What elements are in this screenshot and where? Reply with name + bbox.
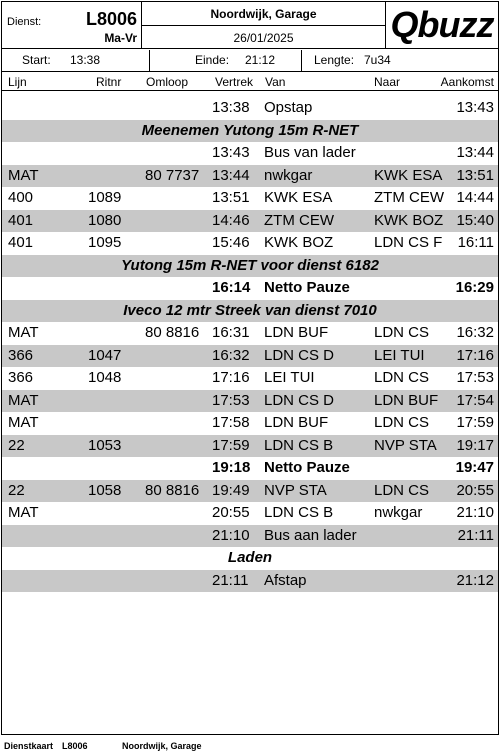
cell-vertrek: 21:11 [212, 571, 249, 589]
start-value: 13:38 [70, 53, 101, 67]
col-vertrek: Vertrek [215, 75, 254, 89]
cell-vertrek: 16:32 [212, 346, 250, 364]
table-row [2, 367, 498, 390]
cell-lijn: 401 [8, 211, 34, 229]
table-row [2, 525, 498, 548]
cell-naar: LDN CS [374, 324, 430, 341]
start-label: Start: [22, 53, 51, 67]
logo-block [386, 2, 498, 48]
cell-vertrek: 17:59 [212, 436, 250, 454]
dienst-number: L8006 [85, 9, 137, 29]
cell-van: LDN CS D [264, 391, 335, 409]
cell-vertrek: 13:38 [212, 99, 250, 116]
dienst-days: Ma-Vr [104, 31, 137, 45]
end-cell [150, 50, 302, 71]
table-row [2, 345, 498, 368]
dienst-block [2, 2, 142, 48]
cell-aankomst: 15:40 [456, 211, 494, 229]
table-row [2, 435, 498, 458]
section-title: Meenemen Yutong 15m R-NET [141, 121, 359, 139]
footer-title: Dienstkaart [4, 741, 54, 751]
cell-van: KWK ESA [264, 189, 333, 206]
cell-van: LEI TUI [264, 369, 315, 386]
cell-van: Netto Pauze [264, 459, 350, 476]
cell-aankomst: 20:55 [456, 481, 494, 499]
cell-lijn: MAT [8, 414, 39, 431]
cell-van: Netto Pauze [264, 279, 350, 296]
cell-aankomst: 16:11 [457, 234, 494, 251]
cell-van: Opstap [264, 99, 313, 116]
cell-van: LDN CS B [264, 436, 334, 454]
footer-location: Noordwijk, Garage [122, 741, 202, 751]
cell-vertrek: 13:51 [212, 189, 250, 206]
date: 26/01/2025 [233, 31, 294, 45]
cell-naar: KWK BOZ [374, 211, 444, 229]
cell-lijn: MAT [8, 166, 39, 184]
cell-aankomst: 21:11 [457, 526, 494, 544]
cell-van: KWK BOZ [264, 234, 334, 251]
cell-ritnr: 1053 [88, 436, 122, 454]
cell-omloop: 80 8816 [145, 481, 200, 499]
cell-lijn: 366 [8, 369, 34, 386]
cell-ritnr: 1058 [88, 481, 122, 499]
column-headers [2, 73, 498, 91]
cell-van: nwkgar [264, 166, 313, 184]
cell-naar: LEI TUI [374, 346, 425, 364]
table-row [2, 277, 498, 300]
length-label: Lengte: [314, 53, 355, 67]
table-row [2, 210, 498, 233]
col-naar: Naar [374, 75, 401, 89]
col-ritnr: Ritnr [96, 75, 122, 89]
section-title: Iveco 12 mtr Streek van dienst 7010 [123, 301, 377, 319]
cell-aankomst: 21:12 [456, 571, 494, 589]
cell-aankomst: 13:51 [456, 166, 494, 184]
cell-aankomst: 19:47 [455, 459, 494, 476]
cell-van: Bus van lader [264, 144, 356, 161]
cell-naar: LDN BUF [374, 391, 439, 409]
cell-vertrek: 13:44 [212, 166, 250, 184]
start-cell [2, 50, 150, 71]
table-row [2, 502, 498, 525]
col-omloop: Omloop [146, 75, 189, 89]
table-row [2, 142, 498, 165]
section-title: Yutong 15m R-NET voor dienst 6182 [121, 256, 379, 274]
cell-vertrek: 21:10 [212, 526, 250, 544]
section-header [2, 120, 498, 143]
cell-naar: ZTM CEW [374, 189, 444, 206]
cell-vertrek: 17:53 [212, 391, 250, 409]
cell-lijn: 366 [8, 346, 34, 364]
section-header [2, 547, 498, 570]
cell-ritnr: 1095 [88, 234, 122, 251]
cell-van: NVP STA [264, 481, 327, 499]
cell-van: LDN BUF [264, 414, 329, 431]
cell-van: LDN BUF [264, 324, 329, 341]
duty-card [1, 1, 499, 735]
length-cell [302, 50, 498, 71]
table-row [2, 187, 498, 210]
end-value: 21:12 [245, 53, 276, 67]
cell-aankomst: 19:17 [456, 436, 494, 454]
cell-vertrek: 14:46 [212, 211, 250, 229]
cell-lijn: MAT [8, 324, 39, 341]
table-row [2, 570, 498, 593]
table-row [2, 390, 498, 413]
cell-van: Afstap [264, 571, 307, 589]
table-row [2, 232, 498, 255]
table-row [2, 457, 498, 480]
section-title: Laden [227, 549, 273, 566]
table-row [2, 165, 498, 188]
cell-naar: LDN CS [374, 369, 430, 386]
cell-aankomst: 13:43 [456, 99, 494, 116]
cell-naar: LDN CS [374, 481, 430, 499]
cell-vertrek: 20:55 [212, 504, 250, 521]
table-row [2, 97, 498, 120]
cell-vertrek: 17:58 [212, 414, 250, 431]
cell-van: LDN CS D [264, 346, 335, 364]
cell-lijn: 22 [8, 481, 25, 499]
cell-vertrek: 19:49 [212, 481, 250, 499]
cell-naar: KWK ESA [374, 166, 443, 184]
cell-aankomst: 16:32 [456, 324, 494, 341]
col-aankomst: Aankomst [440, 75, 494, 89]
cell-van: Bus aan lader [264, 526, 357, 544]
card-header [2, 2, 498, 49]
col-van: Van [265, 75, 286, 89]
qbuzz-logo: Qbuzz [390, 4, 494, 45]
cell-lijn: MAT [8, 391, 39, 409]
cell-vertrek: 16:14 [212, 279, 251, 296]
cell-omloop: 80 8816 [145, 324, 200, 341]
cell-vertrek: 13:43 [212, 144, 250, 161]
cell-aankomst: 16:29 [455, 279, 494, 296]
cell-van: LDN CS B [264, 504, 334, 521]
cell-aankomst: 13:44 [456, 144, 494, 161]
cell-lijn: 400 [8, 189, 34, 206]
footer-dienst: L8006 [62, 741, 88, 751]
cell-omloop: 80 7737 [145, 166, 200, 184]
location-date-block [142, 2, 386, 48]
end-label: Einde: [195, 53, 230, 67]
cell-ritnr: 1080 [88, 211, 122, 229]
section-header [2, 300, 498, 323]
divider [142, 25, 385, 26]
cell-naar: LDN CS [374, 414, 430, 431]
cell-aankomst: 17:53 [456, 369, 494, 386]
trip-table [2, 97, 498, 592]
times-bar [2, 50, 498, 72]
cell-lijn: 401 [8, 234, 34, 251]
cell-van: ZTM CEW [264, 211, 334, 229]
location: Noordwijk, Garage [210, 7, 317, 21]
cell-naar: LDN CS F [374, 234, 443, 251]
cell-ritnr: 1047 [88, 346, 122, 364]
cell-vertrek: 16:31 [212, 324, 250, 341]
cell-ritnr: 1048 [88, 369, 122, 386]
cell-vertrek: 19:18 [212, 459, 251, 476]
cell-lijn: MAT [8, 504, 39, 521]
cell-ritnr: 1089 [88, 189, 122, 206]
cell-aankomst: 17:16 [456, 346, 494, 364]
cell-lijn: 22 [8, 436, 25, 454]
cell-naar: NVP STA [374, 436, 437, 454]
cell-aankomst: 17:59 [456, 414, 494, 431]
section-header [2, 255, 498, 278]
cell-vertrek: 15:46 [212, 234, 250, 251]
dienst-label: Dienst: [7, 16, 42, 28]
cell-aankomst: 21:10 [456, 504, 494, 521]
cell-naar: nwkgar [374, 504, 423, 521]
table-row [2, 480, 498, 503]
cell-aankomst: 14:44 [456, 189, 494, 206]
cell-aankomst: 17:54 [456, 391, 494, 409]
table-row [2, 412, 498, 435]
length-value: 7u34 [364, 53, 391, 67]
table-row [2, 322, 498, 345]
cell-vertrek: 17:16 [212, 369, 250, 386]
col-lijn: Lijn [8, 75, 27, 89]
